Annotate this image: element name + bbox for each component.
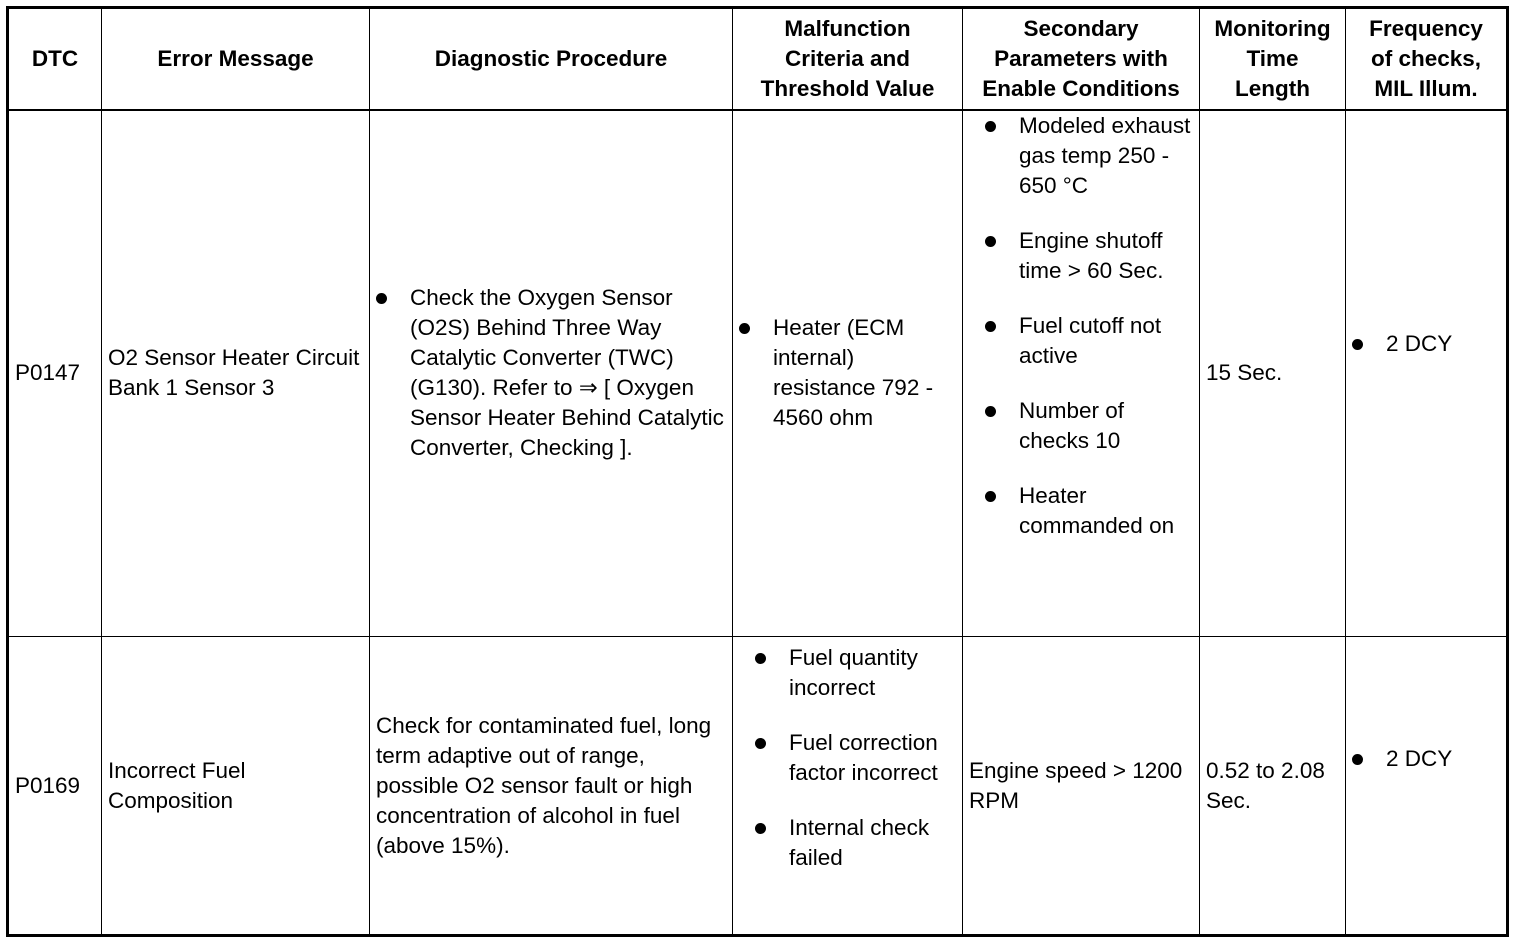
secondary-item: Number of checks 10 bbox=[985, 396, 1193, 456]
header-secondary-parameters bbox=[963, 8, 1200, 110]
header-criteria-line: Malfunction bbox=[784, 15, 911, 41]
frequency-mil bbox=[1346, 110, 1508, 637]
frequency-list bbox=[1352, 744, 1500, 774]
header-monitoring-line: Length bbox=[1235, 75, 1310, 101]
header-secondary-line: Enable Conditions bbox=[982, 75, 1180, 101]
malfunction-criteria bbox=[733, 637, 963, 936]
frequency-item: 2 DCY bbox=[1352, 744, 1500, 774]
header-monitoring-line: Time bbox=[1246, 45, 1299, 71]
dtc-code: P0169 bbox=[8, 637, 102, 936]
frequency-list bbox=[1352, 329, 1500, 359]
header-malfunction-criteria bbox=[733, 8, 963, 110]
header-secondary-line: Secondary bbox=[1023, 15, 1139, 41]
header-frequency-line: of checks, bbox=[1370, 45, 1482, 71]
diagnostic-procedure bbox=[370, 110, 733, 637]
criteria-list bbox=[755, 643, 956, 873]
header-frequency-line: Frequency bbox=[1369, 15, 1483, 41]
secondary-parameters bbox=[963, 110, 1200, 637]
header-secondary-line: Parameters with bbox=[994, 45, 1168, 71]
header-dtc-label: DTC bbox=[31, 45, 79, 71]
criteria-item: Internal check failed bbox=[755, 813, 956, 873]
monitoring-time: 0.52 to 2.08 Sec. bbox=[1200, 637, 1346, 936]
dtc-table bbox=[6, 6, 1509, 937]
secondary-item: Modeled exhaust gas temp 250 - 650 °C bbox=[985, 111, 1193, 201]
procedure-list bbox=[376, 283, 726, 463]
criteria-item: Fuel correction factor incorrect bbox=[755, 728, 956, 788]
diagnostic-procedure: Check for contaminated fuel, long term adaptive out of range, possible O2 sensor fault or high concentration of alcohol in fuel (above 15%). bbox=[370, 637, 733, 936]
dtc-code: P0147 bbox=[8, 110, 102, 637]
header-row bbox=[8, 8, 1508, 110]
header-error-message bbox=[102, 8, 370, 110]
secondary-item: Engine shutoff time > 60 Sec. bbox=[985, 226, 1193, 286]
header-error-message-label: Error Message bbox=[157, 45, 314, 71]
frequency-mil bbox=[1346, 637, 1508, 936]
secondary-list bbox=[985, 111, 1193, 541]
criteria-item: Fuel quantity incorrect bbox=[755, 643, 956, 703]
secondary-item: Heater commanded on bbox=[985, 481, 1193, 541]
header-monitoring-time bbox=[1200, 8, 1346, 110]
secondary-item: Fuel cutoff not active bbox=[985, 311, 1193, 371]
table-row bbox=[8, 110, 1508, 637]
header-diagnostic-procedure bbox=[370, 8, 733, 110]
header-procedure-label: Diagnostic Procedure bbox=[434, 45, 668, 71]
header-criteria-line: Criteria and bbox=[784, 45, 911, 71]
criteria-list bbox=[739, 313, 956, 433]
secondary-parameters: Engine speed > 1200 RPM bbox=[963, 637, 1200, 936]
error-message: O2 Sensor Heater Circuit Bank 1 Sensor 3 bbox=[102, 110, 370, 637]
header-frequency bbox=[1346, 8, 1508, 110]
frequency-item: 2 DCY bbox=[1352, 329, 1500, 359]
table-row bbox=[8, 637, 1508, 936]
monitoring-time: 15 Sec. bbox=[1200, 110, 1346, 637]
header-dtc bbox=[8, 8, 102, 110]
criteria-item: Heater (ECM internal) resistance 792 - 4560 ohm bbox=[739, 313, 956, 433]
error-message: Incorrect Fuel Composition bbox=[102, 637, 370, 936]
procedure-item: Check the Oxygen Sensor (O2S) Behind Three Way Catalytic Converter (TWC) (G130). Refer to ⇒ [ Oxygen Sensor Heater Behind Catalytic Converter, Checking ]. bbox=[376, 283, 726, 463]
header-criteria-line: Threshold Value bbox=[760, 75, 935, 101]
header-monitoring-line: Monitoring bbox=[1214, 15, 1331, 41]
header-frequency-line: MIL Illum. bbox=[1374, 75, 1478, 101]
malfunction-criteria bbox=[733, 110, 963, 637]
